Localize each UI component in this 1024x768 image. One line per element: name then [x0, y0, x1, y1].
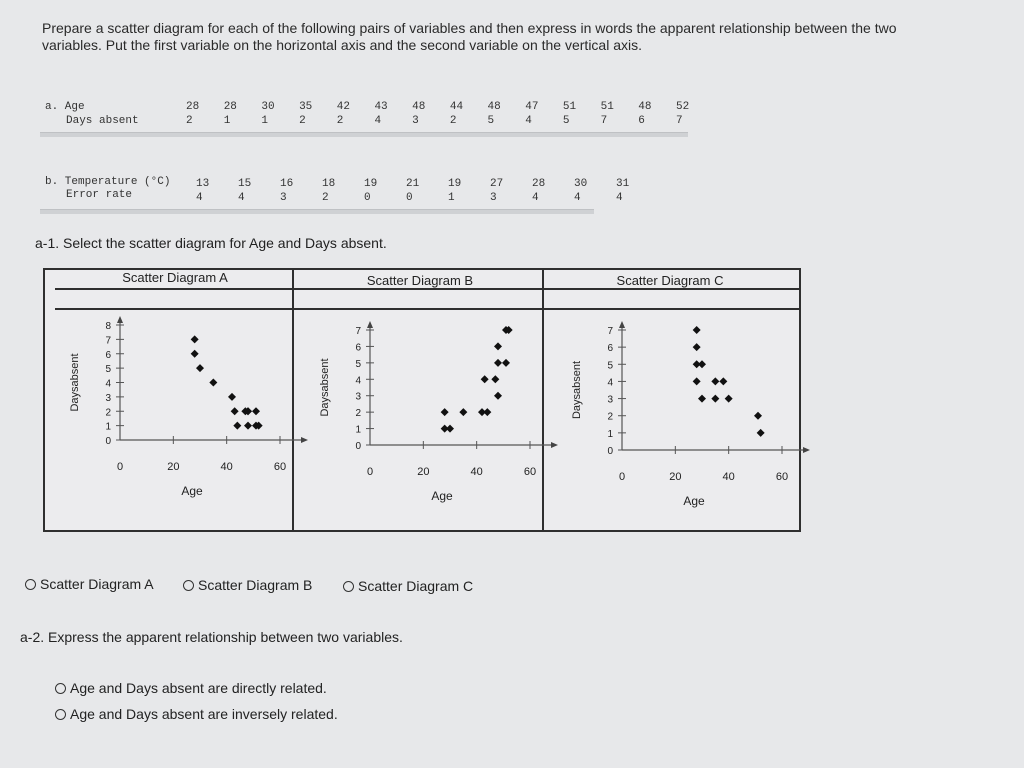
scatter-point	[693, 360, 701, 368]
error-rate-value: 4	[238, 192, 245, 204]
x-tick-label: 20	[167, 461, 180, 473]
age-value: 47	[525, 101, 539, 113]
scatter-point	[244, 422, 252, 430]
choice-label: Age and Days absent are directly related.	[70, 680, 327, 696]
choice-label: Scatter Diagram B	[198, 577, 313, 593]
days-absent-value: 1	[261, 115, 268, 127]
age-value: 30	[261, 101, 275, 113]
y-tick-label: 0	[607, 446, 613, 457]
days-absent-value: 1	[223, 115, 231, 127]
scatter-point	[693, 326, 701, 334]
radio-button[interactable]	[55, 709, 66, 720]
data-a-label2: Days absent	[66, 115, 139, 127]
y-axis-label: Daysabsent	[319, 358, 331, 417]
scatter-point	[196, 364, 204, 372]
y-tick-label: 6	[607, 343, 613, 355]
temperature-value: 16	[280, 178, 294, 190]
y-tick-label: 3	[105, 392, 111, 404]
error-rate-value: 0	[364, 192, 371, 204]
x-axis-label: Age	[181, 484, 203, 498]
error-rate-value: 4	[616, 192, 623, 204]
y-tick-label: 1	[607, 428, 613, 440]
scatter-point	[233, 422, 241, 430]
age-value: 48	[487, 101, 501, 113]
age-value: 43	[374, 101, 388, 113]
temperature-value: 18	[322, 178, 336, 190]
scatter-point	[191, 350, 199, 358]
x-tick-label: 20	[669, 471, 682, 483]
scatter-point	[494, 392, 502, 400]
y-tick-label: 5	[607, 360, 613, 372]
radio-button[interactable]	[183, 580, 194, 591]
age-value: 51	[562, 101, 577, 113]
y-tick-label: 2	[355, 408, 361, 420]
x-axis-label: Age	[683, 494, 705, 508]
scatter-point	[711, 377, 719, 385]
question-a2: a-2. Express the apparent relationship between two variables.	[20, 629, 403, 645]
x-tick-label: 60	[273, 461, 287, 473]
data-a-label1: a. Age	[45, 101, 85, 113]
y-tick-label: 0	[355, 441, 361, 452]
scatter-point	[693, 343, 701, 351]
choice-label: Age and Days absent are inversely related.	[70, 706, 338, 722]
scatter-point	[757, 429, 765, 437]
data-b-label1: b. Temperature (°C)	[45, 176, 171, 188]
temperature-value: 28	[532, 178, 546, 190]
radio-button[interactable]	[25, 579, 36, 590]
scatter-point	[441, 408, 449, 416]
scatter-title-b: Scatter Diagram B	[366, 273, 474, 288]
x-tick-label: 40	[722, 471, 735, 483]
radio-button[interactable]	[343, 581, 354, 592]
x-axis-arrow	[551, 442, 558, 448]
y-tick-label: 4	[105, 378, 111, 390]
choice-scatter-b[interactable]	[183, 577, 312, 593]
y-tick-label: 0	[105, 436, 111, 447]
x-axis-arrow	[803, 447, 810, 453]
scatter-point	[446, 425, 454, 433]
error-rate-value: 2	[322, 192, 329, 204]
error-rate-value: 4	[574, 192, 581, 204]
choice-inversely-related[interactable]	[55, 706, 338, 722]
temperature-value: 15	[238, 178, 252, 190]
temperature-value: 27	[490, 178, 504, 190]
error-rate-value: 3	[490, 192, 497, 204]
y-tick-label: 5	[355, 358, 361, 370]
choice-label: Scatter Diagram A	[40, 576, 154, 592]
y-axis-label: Daysabsent	[69, 353, 81, 412]
x-axis-label: Age	[431, 489, 453, 503]
error-rate-value: 4	[532, 192, 539, 204]
days-absent-value: 2	[299, 115, 306, 127]
y-tick-label: 4	[607, 377, 613, 389]
scatter-title-a: Scatter Diagram A	[122, 270, 228, 285]
y-tick-label: 1	[355, 424, 361, 436]
x-tick-label: 0	[366, 466, 374, 478]
x-tick-label: 40	[470, 466, 483, 478]
age-value: 35	[299, 101, 313, 113]
scatter-point	[459, 408, 467, 416]
x-tick-label: 40	[220, 461, 233, 473]
y-tick-label: 3	[607, 394, 613, 406]
age-value: 28	[186, 101, 200, 113]
y-tick-label: 5	[105, 364, 111, 376]
choice-scatter-c[interactable]	[343, 578, 473, 594]
temperature-value: 31	[616, 178, 630, 190]
y-axis-arrow	[619, 321, 625, 328]
scatter-point	[491, 375, 499, 383]
age-value: 48	[638, 101, 652, 113]
age-value: 51	[600, 101, 614, 113]
days-absent-value: 7	[676, 115, 683, 127]
days-absent-value: 6	[638, 115, 645, 127]
scatter-point	[698, 395, 706, 403]
choice-directly-related[interactable]	[55, 680, 327, 696]
y-axis-label: Daysabsent	[571, 360, 583, 420]
radio-button[interactable]	[55, 683, 66, 694]
y-tick-label: 3	[355, 391, 361, 403]
age-value: 44	[449, 101, 464, 113]
age-value: 48	[412, 101, 426, 113]
scatter-point	[483, 408, 491, 416]
scatter-title-c: Scatter Diagram C	[616, 273, 724, 288]
temperature-value: 21	[406, 178, 420, 190]
age-value: 52	[676, 101, 690, 113]
days-absent-value: 5	[487, 115, 495, 127]
x-tick-label: 60	[775, 471, 789, 483]
scatter-point	[228, 393, 236, 401]
y-tick-label: 6	[355, 342, 361, 354]
scatter-point	[209, 379, 217, 387]
choice-scatter-a[interactable]	[25, 576, 154, 592]
scatter-point	[725, 395, 733, 403]
days-absent-value: 3	[412, 115, 419, 127]
scatter-point	[252, 407, 260, 415]
age-value: 42	[336, 101, 350, 113]
scatter-point	[494, 359, 502, 367]
error-rate-value: 4	[196, 192, 203, 204]
x-tick-label: 20	[417, 466, 430, 478]
days-absent-value: 7	[600, 115, 608, 127]
y-tick-label: 6	[105, 349, 111, 361]
temperature-value: 19	[364, 178, 378, 190]
x-tick-label: 0	[116, 461, 124, 473]
days-absent-value: 2	[186, 115, 193, 127]
y-tick-label: 2	[105, 407, 111, 419]
days-absent-value: 4	[374, 115, 382, 127]
age-value: 28	[223, 101, 237, 113]
y-tick-label: 4	[355, 375, 361, 387]
error-rate-value: 3	[280, 192, 287, 204]
y-tick-label: 7	[105, 335, 111, 347]
temperature-value: 13	[196, 178, 210, 190]
x-tick-label: 60	[523, 466, 537, 478]
scatter-point	[754, 412, 762, 420]
y-tick-label: 1	[105, 421, 111, 433]
scatter-point	[494, 342, 502, 350]
temperature-value: 30	[574, 178, 588, 190]
y-tick-label: 7	[355, 326, 361, 337]
days-absent-value: 4	[525, 115, 532, 127]
x-tick-label: 0	[618, 471, 626, 483]
choice-label: Scatter Diagram C	[358, 578, 474, 594]
data-b-label2: Error rate	[66, 189, 133, 201]
scatter-point	[481, 375, 489, 383]
y-axis-arrow	[117, 316, 123, 323]
problem-intro: Prepare a scatter diagram for each of the following pairs of variables and then express in words the apparent relationship between the two variables. Put the first variable on the horizontal axis and the second variable on the vertical axis.	[42, 20, 897, 53]
x-axis-arrow	[301, 437, 308, 443]
error-rate-value: 1	[448, 192, 455, 204]
y-tick-label: 7	[607, 326, 613, 337]
days-absent-value: 2	[336, 115, 344, 127]
scatter-point	[719, 377, 727, 385]
temperature-value: 19	[448, 178, 462, 190]
y-tick-label: 8	[105, 321, 111, 332]
scatter-point	[693, 377, 701, 385]
days-absent-value: 2	[449, 115, 457, 127]
error-rate-value: 0	[406, 192, 413, 204]
scatter-point	[191, 335, 199, 343]
y-axis-arrow	[367, 321, 373, 328]
scatter-point	[711, 395, 719, 403]
scatter-point	[231, 407, 239, 415]
y-tick-label: 2	[607, 411, 613, 423]
question-a1: a-1. Select the scatter diagram for Age and Days absent.	[35, 235, 387, 251]
scatter-point	[502, 359, 510, 367]
days-absent-value: 5	[562, 115, 570, 127]
